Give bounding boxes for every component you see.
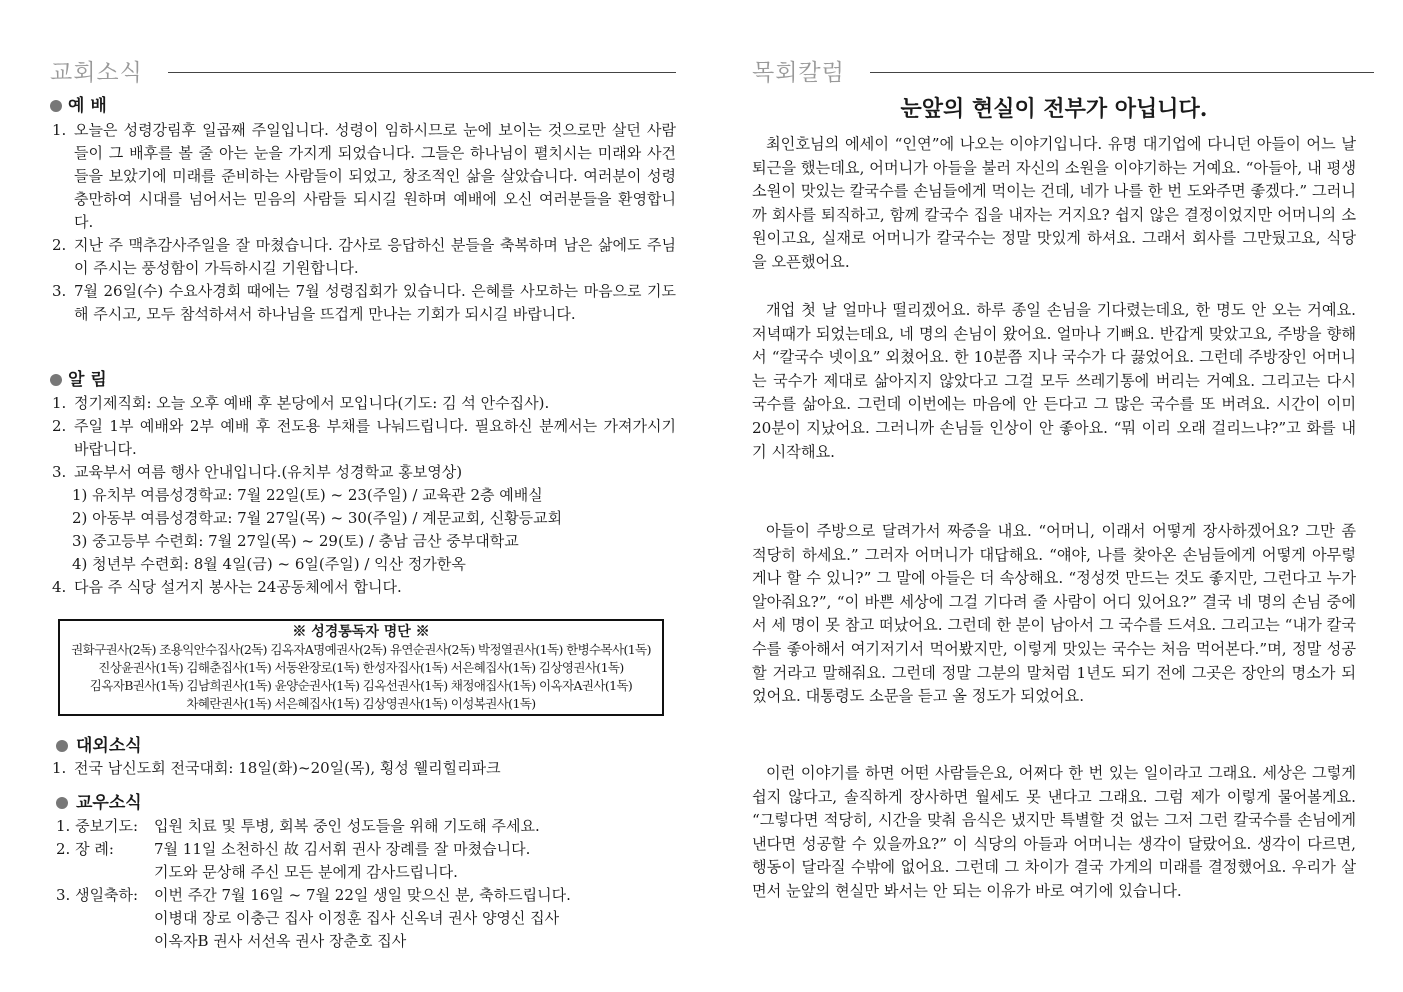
members-row <box>50 815 676 838</box>
item-number: 1. <box>52 759 67 777</box>
notice-item <box>50 461 676 484</box>
row-text: 이번 주간 7월 16일 ~ 7월 22일 생일 맞으신 분, 축하드립니다. <box>154 886 571 904</box>
row-text: 7월 11일 소천하신 故 김서휘 권사 장례를 잘 마쳤습니다. <box>154 840 531 858</box>
bible-reading-roster <box>58 619 664 716</box>
bullet-icon <box>56 740 68 752</box>
roster-line: 차혜란권사(1독) 서은혜집사(1독) 김상영권사(1독) 이성복권사(1독) <box>186 696 536 711</box>
item-number: 4. <box>52 578 67 596</box>
item-text: 다음 주 식당 설거지 봉사는 24공동체에서 합니다. <box>74 578 402 596</box>
notice-heading <box>50 368 676 392</box>
members-heading <box>50 791 676 815</box>
roster-title: ※ 성경통독자 명단 ※ <box>292 624 430 640</box>
item-text: 7월 26일(수) 수요사경회 때에는 7월 성령집회가 있습니다. 은혜를 사모하는 마음으로 기도해 주시고, 모두 참석하셔서 하나님을 뜨겁게 만나는 기회가 되시길 바랍니다. <box>74 282 676 323</box>
item-text: 오늘은 성령강림후 일곱째 주일입니다. 성령이 임하시므로 눈에 보이는 것으로만 살던 사람들이 그 배후를 볼 줄 아는 눈을 가지게 되었습니다. 그들은 하나님이 펼치시는 미래와 사건들을 보았기에 미래를 준비하는 사람들이 되었고, 창조적인 삶을 살았습니다. 여러분이 성령충만하여 시대를 넘어서는 믿음의 사람들 되시길 원하며 예배에 오신 여러분들을 환영합니다. <box>74 121 676 231</box>
church-news-header <box>50 54 676 88</box>
worship-item <box>50 234 676 280</box>
members-heading-label: 교우소식 <box>76 793 142 813</box>
section-divider <box>870 72 1374 73</box>
row-text: 기도와 문상해 주신 모든 분에게 감사드립니다. <box>154 863 458 881</box>
pastor-column-header <box>752 54 1356 88</box>
row-label: 3. 생일축하: <box>56 886 139 904</box>
bullet-icon <box>50 374 62 386</box>
section-title: 교회소식 <box>50 60 143 86</box>
roster-line: 진상윤권사(1독) 김해춘집사(1독) 서동완장로(1독) 한성자집사(1독) 서은혜집사(1독) 김상영권사(1독) <box>98 660 624 675</box>
notice-subitem: 3) 중고등부 수련회: 7월 27일(목) ~ 29(토) / 충남 금산 중부대학교 <box>72 532 519 550</box>
row-label: 1. 중보기도: <box>56 817 139 835</box>
worship-heading <box>50 94 676 118</box>
item-number: 2. <box>52 236 67 254</box>
notice-item <box>50 576 676 599</box>
roster-line: 김옥자B권사(1독) 김남희권사(1독) 윤양순권사(1독) 김옥선권사(1독) 채정애집사(1독) 이옥자A권사(1독) <box>89 678 633 693</box>
notice-section <box>50 368 676 599</box>
bullet-icon <box>50 100 62 112</box>
row-text: 이옥자B 권사 서선옥 권사 장춘호 집사 <box>154 932 407 950</box>
roster-line: 권화구권사(2독) 조용익안수집사(2독) 김옥자A명예권사(2독) 유연순권사(2독) 박정열권사(1독) 한병수목사(1독) <box>71 642 651 657</box>
item-number: 1. <box>52 394 67 412</box>
item-text: 교육부서 여름 행사 안내입니다.(유치부 성경학교 홍보영상) <box>74 463 463 481</box>
member-news-section <box>50 791 676 953</box>
notice-subitem: 1) 유치부 여름성경학교: 7월 22일(토) ~ 23(주일) / 교육관 2층 예배실 <box>72 486 543 504</box>
notice-subitem: 4) 청년부 수련회: 8월 4일(금) ~ 6일(주일) / 익산 정가한옥 <box>72 555 466 573</box>
external-heading <box>50 734 676 758</box>
worship-heading-label: 예 배 <box>68 96 107 116</box>
row-text: 입원 치료 및 투병, 회복 중인 성도들을 위해 기도해 주세요. <box>154 817 540 835</box>
column-paragraph: 개업 첫 날 얼마나 떨리겠어요. 하루 종일 손님을 기다렸는데요, 한 명도 안 오는 거예요. 저녁때가 되었는데요, 네 명의 손님이 왔어요. 얼마나 기뻐요. 반갑게 맞았고요, 주방을 향해서 “칼국수 넷이요” 외쳤어요. 한 10분쯤 지나 국수가 다 끓었어요. 그런데 주방장인 어머니는 국수가 제대로 삶아지지 않았다고 그걸 모두 쓰레기통에 버리는 거예요. 그리고는 다시 국수를 삶아요. 그런데 이번에는 마음에 안 든다고 그 많은 국수를 또 버려요. 시간이 이미 20분이 지났어요. 그러니까 손님들 인상이 안 좋아요. “뭐 이리 오래 걸리느냐?”고 화를 내기 시작해요. <box>752 301 1356 461</box>
worship-section <box>50 94 676 326</box>
members-row <box>50 838 676 861</box>
column-paragraph: 최인호님의 에세이 “인연”에 나오는 이야기입니다. 유명 대기업에 다니던 아들이 어느 날 퇴근을 했는데요, 어머니가 아들을 불러 자신의 소원을 이야기하는 거예요. “아들아, 내 평생소원이 맛있는 칼국수를 손님들에게 먹이는 건데, 네가 나를 한 번 도와주면 좋겠다.” 그러니까 회사를 퇴직하고, 함께 칼국수 집을 내자는 거지요? 쉽지 않은 결정이었지만 어머니의 소원이고요, 실재로 어머니가 칼국수는 정말 맛있게 하셔요. 그래서 회사를 그만뒀고요, 식당을 오픈했어요. <box>752 135 1356 271</box>
notice-subitem: 2) 아동부 여름성경학교: 7월 27일(목) ~ 30(주일) / 계문교회, 신황등교회 <box>72 509 563 527</box>
members-row <box>50 861 676 884</box>
item-number: 2. <box>52 417 67 435</box>
item-number: 3. <box>52 282 67 300</box>
bullet-icon <box>56 797 68 809</box>
item-text: 지난 주 맥추감사주일을 잘 마쳤습니다. 감사로 응답하신 분들을 축복하며 남은 삶에도 주님이 주시는 풍성함이 가득하시길 기원합니다. <box>74 236 676 277</box>
item-number: 3. <box>52 463 67 481</box>
section-title: 목회칼럼 <box>752 60 845 86</box>
item-text: 전국 남신도회 전국대회: 18일(화)~20일(목), 횡성 웰리힐리파크 <box>74 759 501 777</box>
notice-item <box>50 415 676 461</box>
external-heading-label: 대외소식 <box>76 736 142 756</box>
members-row <box>50 907 676 930</box>
members-row <box>50 930 676 953</box>
row-label: 2. 장 례: <box>56 840 114 858</box>
item-text: 정기제직회: 오늘 오후 예배 후 본당에서 모입니다(기도: 김 석 안수집사). <box>74 394 550 412</box>
external-news-section <box>50 734 676 780</box>
worship-item <box>50 280 676 326</box>
worship-item <box>50 119 676 234</box>
notice-item <box>50 392 676 415</box>
item-number: 1. <box>52 121 67 139</box>
members-row <box>50 884 676 907</box>
column-paragraph: 이런 이야기를 하면 어떤 사람들은요, 어쩌다 한 번 있는 일이라고 그래요. 세상은 그렇게 쉽지 않다고, 솔직하게 장사하면 월세도 못 낸다고 그래요. 그럼 제가 이렇게 물어볼게요. “그렇다면 적당히, 시간을 맞춰 음식은 냈지만 특별할 것 없는 그저 그런 칼국수를 손님에게 낸다면 성공할 수 있을까요?” 이 식당의 아들과 어머니는 생각이 달랐어요. 생각이 다르면, 행동이 달라질 수밖에 없어요. 그런데 그 차이가 결국 가게의 미래를 결정했어요. 우리가 살면서 눈앞의 현실만 봐서는 안 되는 이유가 바로 여기에 있습니다. <box>752 764 1356 900</box>
column-paragraph: 아들이 주방으로 달려가서 짜증을 내요. “어머니, 이래서 어떻게 장사하겠어요? 그만 좀 적당히 하세요.” 그러자 어머니가 대답해요. “얘야, 나를 찾아온 손님들에게 어떻게 아무렇게나 할 수 있니?” 그 말에 아들은 더 속상해요. “정성껏 만드는 것도 좋지만, 그런다고 누가 알아줘요?”, “이 바쁜 세상에 그걸 기다려 줄 사람이 어디 있어요?” 결국 네 명의 손님 중에서 세 명이 못 참고 떠났어요. 그런데 한 분이 남아서 그 국수를 드셔요. 그리고는 “내가 칼국수를 좋아해서 여기저기서 먹어봤지만, 이렇게 맛있는 국수는 처음 먹어본다.”며, 정말 성공할 거라고 말해줘요. 그런데 정말 그분의 말처럼 1년도 되기 전에 그곳은 장안의 명소가 되었어요. 대통령도 소문을 듣고 올 정도가 되었어요. <box>752 522 1356 706</box>
item-text: 주일 1부 예배와 2부 예배 후 전도용 부채를 나눠드립니다. 필요하신 분께서는 가져가시기 바랍니다. <box>74 417 676 458</box>
column-headline: 눈앞의 현실이 전부가 아닙니다. <box>900 96 1208 122</box>
section-divider <box>168 72 676 73</box>
external-item <box>50 757 676 780</box>
members-list <box>50 815 676 953</box>
notice-heading-label: 알 림 <box>68 370 107 390</box>
row-text: 이병대 장로 이충근 집사 이정훈 집사 신옥녀 권사 양영신 집사 <box>154 909 560 927</box>
